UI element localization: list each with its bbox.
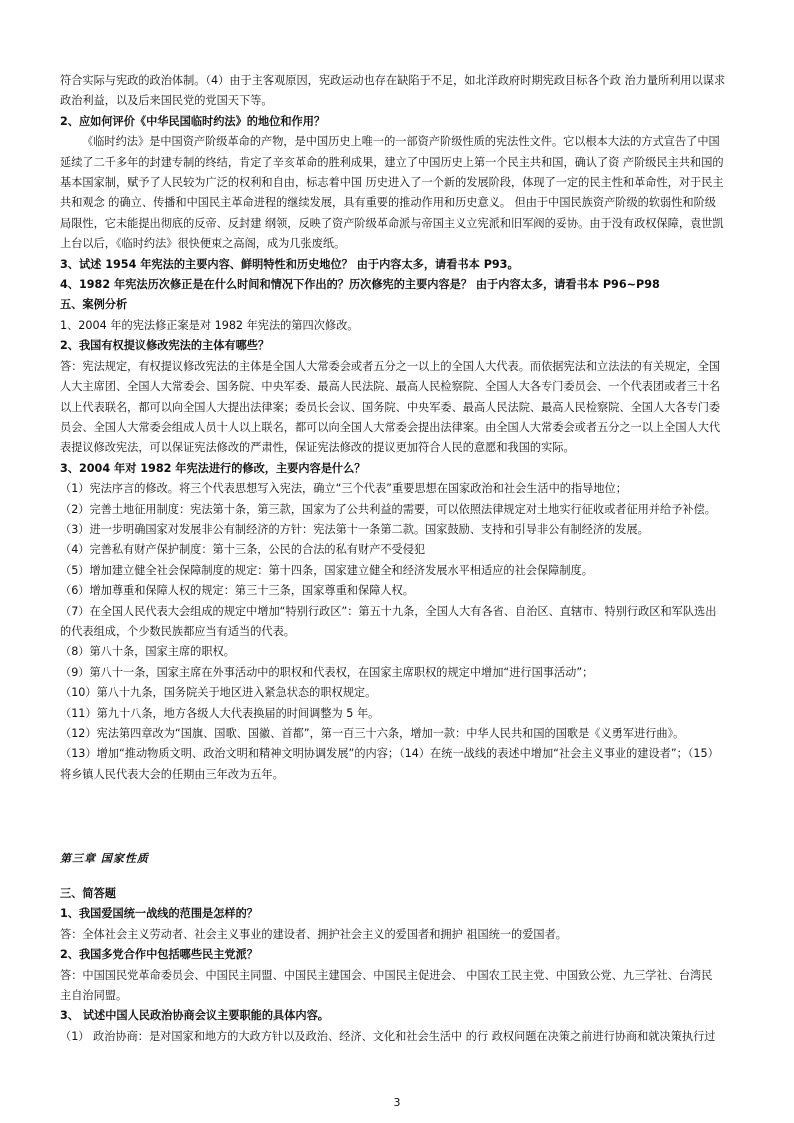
- text-line: （3）进一步明确国家对发展非公有制经济的方针：宪法第十一条第二款。国家鼓励、支持和引导非公有制经济的发展。: [60, 522, 649, 536]
- text-line: 以上代表联名，都可以向全国人大提出法律案；委员长会议、国务院、中央军委、最高人民法院、最高人民检察院、全国人大各专门委: [60, 400, 721, 414]
- text-line: （9）第八十一条，国家主席在外事活动中的职权和代表权，在国家主席职权的规定中增加“进行国事活动”；: [60, 665, 594, 679]
- text-line: （6）增加尊重和保障人权的规定：第三十三条，国家尊重和保障人权。: [60, 584, 414, 598]
- text-line: 表提议修改宪法，可以保证宪法修改的严肃性，保证宪法修改的提议更加符合人民的意愿和我国的实际。: [60, 441, 575, 455]
- text-line: 延续了二千多年的封建专制的终结，肯定了辛亥革命的胜利成果，建立了中国历史上第一个民主共和国，确认了资 产阶级民主共和国的: [60, 155, 724, 169]
- text-line: 基本国家制，赋予了人民较为广泛的权利和自由，标志着中国 历史进入了一个新的发展阶段，体现了一定的民主性和革命性，对于民主: [60, 176, 724, 190]
- heading-line: 五、案例分析: [60, 298, 128, 312]
- heading-line: 2、我国多党合作中包括哪些民主党派？: [60, 948, 258, 962]
- heading-line: 三、简答题: [60, 887, 116, 900]
- section-b: [60, 884, 768, 1047]
- text-line: 上台以后，《临时约法》很快便束之高阁，成为几张废纸。: [60, 237, 346, 251]
- text-line: （8）第八十条，国家主席的职权。: [60, 645, 235, 659]
- text-line: 的代表组成，个少数民族都应当有适当的代表。: [60, 624, 295, 638]
- text-line: 1、2004 年的宪法修正案是对 1982 年宪法的第四次修改。: [60, 318, 359, 332]
- text-line: 将乡镇人民代表大会的任期由三年改为五年。: [60, 767, 284, 781]
- heading-line: 3、 试述中国人民政治协商会议主要职能的具体内容。: [60, 1009, 329, 1023]
- text-line: （2）完善土地征用制度：宪法第十条，第三款，国家为了公共利益的需要，可以依照法律规定对土地实行征收或者征用并给予补偿。: [60, 502, 716, 516]
- text-line: 答：全体社会主义劳动者、社会主义事业的建设者、拥护社会主义的爱国者和拥护 祖国统一的爱国者。: [60, 927, 567, 941]
- text-line: （13）增加“推动物质文明、政治文明和精神文明协调发展”的内容；（14）在统一战线的表述中增加“社会主义事业的建设者”；（15）: [60, 747, 719, 761]
- heading-line: 2、应如何评价《中华民国临时约法》的地位和作用？: [60, 114, 326, 128]
- section-a: [60, 71, 768, 785]
- page-number: 3: [393, 1096, 401, 1109]
- text-line: 《临时约法》是中国资产阶级革命的产物，是中国历史上唯一的一部资产阶级性质的宪法性文件。它以根本大法的方式宣告了中国: [82, 135, 720, 149]
- text-line: 人大主席团、全国人大常委会、国务院、中央军委、最高人民法院、最高人民检察院、全国人大各专门委员会、一个代表团或者三十名: [60, 380, 721, 394]
- heading-line: 1、我国爱国统一战线的范围是怎样的？: [60, 907, 258, 921]
- text-line: 员会、全国人大常委会组成人员十人以上联名，都可以向全国人大常委会提出法律案。由全国人大常委会或者五分之一以上全国人大代: [60, 420, 721, 434]
- text-line: （7）在全国人民代表大会组成的规定中增加“特别行政区”：第五十九条，全国人大有各省、自治区、直辖市、特别行政区和军队选出: [60, 604, 717, 618]
- heading-line: 4、1982 年宪法历次修正是在什么时间和情况下作出的？历次修宪的主要内容是？ 由于内容太多，请看书本 P96~P98: [60, 278, 660, 292]
- text-line: （12）宪法第四章改为“国旗、国歌、国徽、首都”，第一百三十六条，增加一款：中华人民共和国的国歌是《义勇军进行曲》。: [60, 727, 685, 740]
- text-line: 答：中国国民党革命委员会、中国民主同盟、中国民主建国会、中国民主促进会、 中国农工民主党、中国致公党、九三学社、台湾民: [60, 968, 713, 982]
- text-line: 符合实际与宪政的政治体制。（4）由于主客观原因，宪政运动也存在缺陷于不足，如北洋政府时期宪政目标各个政 治力量所利用以谋求: [60, 74, 726, 87]
- chapter-title: 第三章 国家性质: [60, 852, 149, 865]
- text-line: 主自治同盟。: [60, 989, 128, 1003]
- text-line: 共和观念 的确立、传播和中国民主革命进程的继续发展，具有重要的推动作用和历史意义。 但由于中国民族资产阶级的软弱性和阶级: [60, 196, 716, 210]
- text-line: 局限性，它未能提出彻底的反帝、反封建 纲领，反映了资产阶级革命派与帝国主义立宪派和旧军阀的妥协。由于没有政权保障，袁世凯: [60, 216, 724, 230]
- text-line: （1） 政治协商：是对国家和地方的大政方针以及政治、经济、文化和社会生活中 的行 政权问题在决策之前进行协商和就决策执行过: [60, 1029, 716, 1043]
- heading-line: 3、试述 1954 年宪法的主要内容、鲜明特性和历史地位？ 由于内容太多，请看书本 P93。: [60, 257, 519, 271]
- heading-line: 3、2004 年对 1982 年宪法进行的修改，主要内容是什么？: [60, 461, 366, 475]
- text-line: （1）宪法序言的修改。将三个代表思想写入宪法，确立“三个代表”重要思想在国家政治和社会生活中的指导地位；: [60, 482, 627, 496]
- text-line: 政治利益，以及后来国民党的党国天下等。: [60, 94, 273, 108]
- text-line: （10）第八十九条，国务院关于地区进入紧急状态的职权规定。: [60, 686, 377, 700]
- text-line: （5）增加建立健全社会保障制度的规定：第十四条，国家建立健全和经济发展水平相适应的社会保障制度。: [60, 563, 593, 577]
- heading-line: 2、我国有权提议修改宪法的主体有哪些？: [60, 339, 270, 353]
- text-line: （11）第九十八条，地方各级人大代表换届的时间调整为 5 年。: [60, 706, 380, 720]
- text-line: 答：宪法规定，有权提议修改宪法的主体是全国人大常委会或者五分之一以上的全国人大代表。而依据宪法和立法法的有关规定，全国: [60, 359, 721, 373]
- text-line: （4）完善私有财产保护制度：第十三条，公民的合法的私有财产不受侵犯: [60, 543, 426, 557]
